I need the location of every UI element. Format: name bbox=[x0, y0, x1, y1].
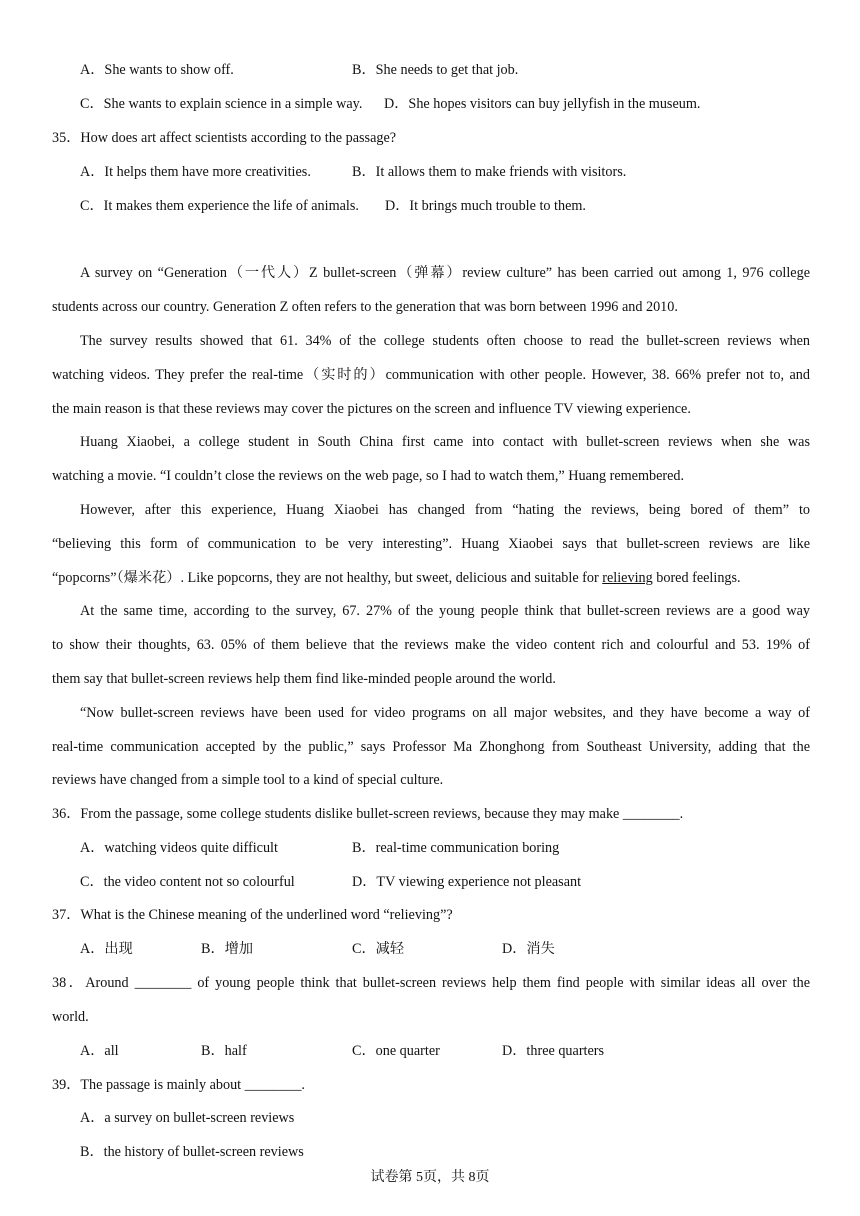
q38-stem-line2: world. bbox=[52, 1009, 89, 1025]
q37-option-a: A．出现 bbox=[80, 941, 133, 957]
passage-p3-line2: watching a movie. “I couldn’t close the reviews on the web page, so I had to watch them,” Huang remembered. bbox=[52, 468, 685, 484]
passage-p2-line2: watching videos. They prefer the real-time（实时的）communication with other people. However, 38. 66% prefer not to, and bbox=[52, 367, 810, 383]
passage-p6-line1: “Now bullet-screen reviews have been used for video programs on all major websites, and they have become a way of bbox=[80, 705, 810, 721]
q38-option-b: B．half bbox=[201, 1043, 247, 1059]
q36-option-b: B．real-time communication boring bbox=[352, 840, 560, 856]
passage-p1-line1: A survey on “Generation（一代人）Z bullet-screen（弹幕）review culture” has been carried out among 1, 976 college bbox=[80, 265, 810, 281]
q36-option-c: C．the video content not so colourful bbox=[80, 874, 295, 890]
q39-option-b: B．the history of bullet-screen reviews bbox=[80, 1144, 304, 1160]
passage-p4-line3-end: bored feelings. bbox=[652, 570, 741, 586]
q38-option-a: A．all bbox=[80, 1043, 119, 1059]
q37-stem: 37．What is the Chinese meaning of the underlined word “relieving”? bbox=[52, 907, 453, 923]
underlined-word-relieving: relieving bbox=[602, 570, 653, 586]
q34-option-d: D．She hopes visitors can buy jellyfish in the museum. bbox=[384, 96, 701, 112]
q37-option-d: D．消失 bbox=[502, 941, 555, 957]
page-footer: 试卷第 5页，共 8页 bbox=[370, 1170, 490, 1185]
q38-option-d: D．three quarters bbox=[502, 1043, 605, 1059]
passage-p3-line1: Huang Xiaobei, a college student in South China first came into contact with bullet-screen reviews when she was bbox=[80, 434, 810, 450]
q35-option-b: B．It allows them to make friends with visitors. bbox=[352, 164, 627, 180]
q39-option-a: A．a survey on bullet-screen reviews bbox=[80, 1110, 295, 1126]
q39-stem: 39．The passage is mainly about ________. bbox=[52, 1077, 305, 1093]
q38-stem-line1: 38．Around ________ of young people think that bullet-screen reviews help them find people with similar ideas all over the bbox=[52, 975, 810, 991]
passage-p4-line3 bbox=[52, 568, 741, 588]
q36-option-d: D．TV viewing experience not pleasant bbox=[352, 874, 582, 890]
passage-p4-line2: “believing this form of communication to be very interesting”. Huang Xiaobei says that bullet-screen reviews are like bbox=[52, 536, 810, 552]
passage-p5-line3: them say that bullet-screen reviews help them find like-minded people around the world. bbox=[52, 671, 556, 687]
passage-p4-line1: However, after this experience, Huang Xiaobei has changed from “hating the reviews, being bored of them” to bbox=[80, 502, 810, 518]
q37-option-b: B．增加 bbox=[201, 941, 254, 957]
q36-option-a: A．watching videos quite difficult bbox=[80, 840, 278, 856]
q35-stem: 35．How does art affect scientists according to the passage? bbox=[52, 130, 397, 146]
q37-option-c: C．减轻 bbox=[352, 941, 405, 957]
q35-option-a: A．It helps them have more creativities. bbox=[80, 164, 311, 180]
q34-option-b: B．She needs to get that job. bbox=[352, 62, 519, 78]
q38-option-c: C．one quarter bbox=[352, 1043, 440, 1059]
passage-p6-line2: real-time communication accepted by the public,” says Professor Ma Zhonghong from Southeast University, adding that the bbox=[52, 739, 810, 755]
passage-p1-line2: students across our country. Generation Z often refers to the generation that was born between 1996 and 2010. bbox=[52, 299, 678, 315]
q34-option-c: C．She wants to explain science in a simple way. bbox=[80, 96, 363, 112]
passage-p6-line3: reviews have changed from a simple tool to a kind of special culture. bbox=[52, 772, 444, 788]
q35-option-d: D．It brings much trouble to them. bbox=[385, 198, 586, 214]
passage-p4-line3-start: “popcorns”（爆米花）. Like popcorns, they are not healthy, but sweet, delicious and suitable for bbox=[52, 570, 603, 586]
passage-p5-line2: to show their thoughts, 63. 05% of them believe that the reviews make the video content rich and colourful and 53. 19% of bbox=[52, 637, 810, 653]
q34-option-a: A．She wants to show off. bbox=[80, 62, 234, 78]
passage-p2-line1: The survey results showed that 61. 34% of the college students often choose to read the bullet-screen reviews when bbox=[80, 333, 810, 349]
passage-p2-line3: the main reason is that these reviews may cover the pictures on the screen and influence TV viewing experience. bbox=[52, 401, 691, 417]
q35-option-c: C．It makes them experience the life of animals. bbox=[80, 198, 359, 214]
q36-stem: 36．From the passage, some college students dislike bullet-screen reviews, because they may make ________. bbox=[52, 806, 684, 822]
passage-p5-line1: At the same time, according to the survey, 67. 27% of the young people think that bullet-screen reviews are a good way bbox=[80, 603, 810, 619]
